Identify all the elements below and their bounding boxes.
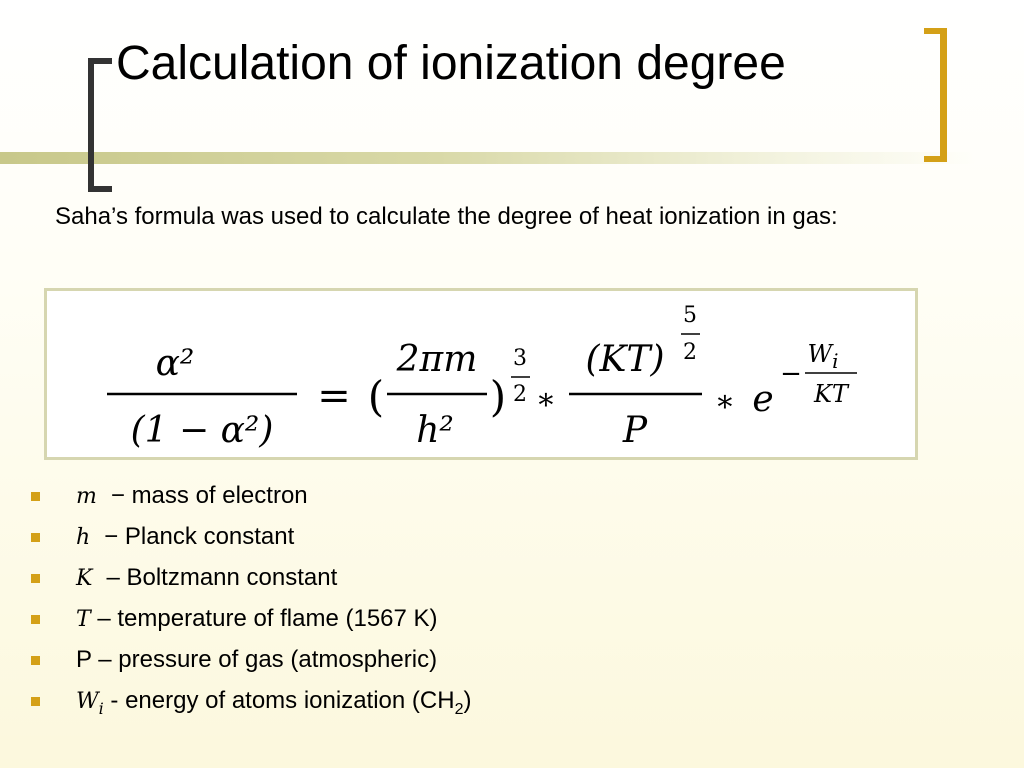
separator: −	[110, 482, 125, 509]
definitions-list	[28, 481, 471, 727]
definition-text: Planck constant	[124, 523, 295, 550]
definition-text: temperature of flame (1567 K)	[117, 605, 438, 632]
list-item	[28, 481, 471, 522]
symbol-subscript: i	[98, 698, 104, 718]
exp3-numerator: $W_i$	[807, 340, 839, 373]
definition-text: P – pressure of gas (atmospheric)	[76, 646, 438, 673]
title-underline-bar	[0, 152, 975, 164]
bullet-square-icon	[31, 574, 40, 583]
slide-title: Calculation of ionization degree	[116, 37, 786, 90]
separator: –	[106, 564, 120, 591]
separator: −	[104, 523, 119, 550]
lhs-denominator: (1 − α²)	[130, 410, 274, 451]
bullet-square-icon	[31, 656, 40, 665]
definition-text: mass of electron	[131, 482, 308, 509]
times-sign-2: ∗	[714, 384, 736, 419]
formula-subscript: 2	[454, 700, 464, 718]
right-bracket-decoration	[924, 28, 947, 162]
lhs-numerator: α²	[155, 343, 195, 384]
symbol: m	[76, 484, 97, 509]
list-item	[28, 522, 471, 563]
exp2-denominator: 2	[683, 340, 697, 365]
saha-formula	[47, 291, 915, 457]
list-item	[28, 604, 471, 645]
symbol: T	[76, 607, 91, 632]
frac2-denominator: P	[622, 410, 648, 451]
frac1-numerator: 2πm	[396, 339, 478, 380]
exp2-numerator: 5	[683, 303, 697, 328]
list-item	[28, 563, 471, 604]
frac1-denominator: h²	[416, 410, 454, 451]
symbol: h	[76, 525, 91, 550]
close-paren: )	[489, 372, 507, 421]
formula-box	[44, 288, 918, 460]
symbol: K	[76, 566, 93, 591]
definition-text: Boltzmann constant	[126, 564, 338, 591]
euler-e: e	[752, 379, 774, 420]
list-item	[28, 686, 471, 727]
bullet-square-icon	[31, 615, 40, 624]
definition-text: - energy of atoms ionization (CH	[110, 687, 455, 714]
exp3-denominator: KT	[814, 380, 848, 408]
bullet-square-icon	[31, 697, 40, 706]
bullet-square-icon	[31, 492, 40, 501]
bullet-square-icon	[31, 533, 40, 542]
symbol: W	[76, 689, 99, 714]
exp3-minus: −	[780, 359, 802, 389]
list-item	[28, 645, 471, 686]
definition-text-end: )	[463, 687, 472, 714]
left-bracket-decoration	[88, 58, 112, 192]
frac2-numerator: (KT)	[585, 339, 665, 380]
intro-text: Saha’s formula was used to calculate the degree of heat ionization in gas:	[55, 203, 838, 230]
separator: –	[97, 605, 111, 632]
equals-sign: =	[317, 373, 351, 419]
exp1-numerator: 3	[513, 346, 527, 371]
open-paren: (	[367, 372, 385, 421]
times-sign-1: ∗	[535, 382, 557, 417]
exp1-denominator: 2	[513, 382, 527, 407]
